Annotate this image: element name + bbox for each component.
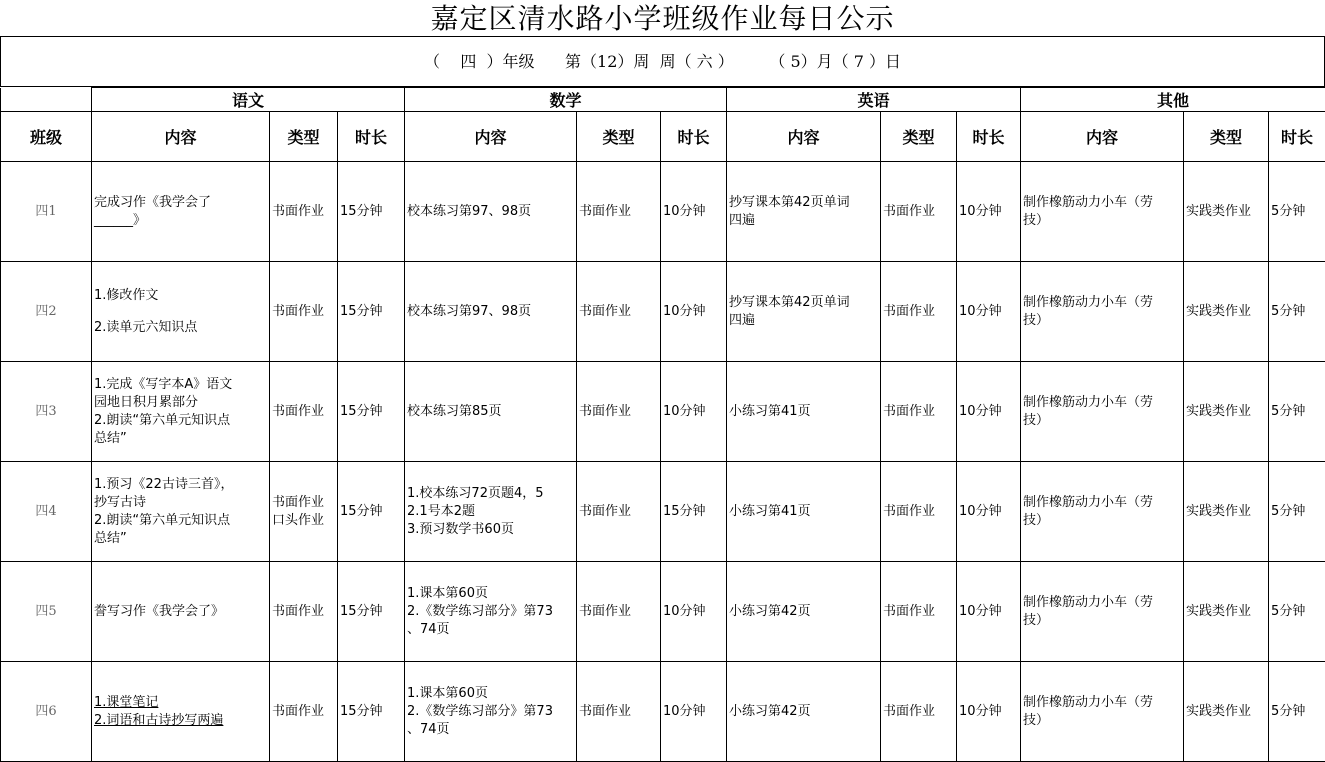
content-line: 抄写古诗 bbox=[94, 494, 147, 510]
content-line: 总结” bbox=[94, 530, 127, 546]
class-cell: 四6 bbox=[1, 662, 92, 762]
chinese-content-cell bbox=[92, 262, 270, 362]
math-content-cell bbox=[405, 462, 577, 562]
header-type: 类型 bbox=[270, 112, 338, 162]
math-type-cell bbox=[577, 662, 661, 762]
column-header-row bbox=[1, 112, 1325, 162]
math-content-cell bbox=[405, 662, 577, 762]
other-content-cell bbox=[1021, 462, 1184, 562]
corner-cell bbox=[1, 88, 92, 112]
other-duration-cell: 5分钟 bbox=[1269, 462, 1325, 562]
chinese-content-cell bbox=[92, 362, 270, 462]
english-duration-cell: 10分钟 bbox=[957, 362, 1021, 462]
content-line: 小练习第41页 bbox=[729, 503, 811, 519]
type-line: 书面作业 bbox=[579, 503, 632, 519]
math-content-cell bbox=[405, 162, 577, 262]
class-cell: 四5 bbox=[1, 562, 92, 662]
type-line: 书面作业 bbox=[579, 603, 632, 619]
other-type-cell bbox=[1184, 662, 1269, 762]
content-line: 制作橡筋动力小车（劳 bbox=[1023, 594, 1154, 610]
chinese-content-cell bbox=[92, 462, 270, 562]
type-line: 实践类作业 bbox=[1186, 703, 1252, 719]
header-duration: 时长 bbox=[338, 112, 405, 162]
english-content-cell bbox=[727, 662, 881, 762]
english-type-cell bbox=[881, 462, 957, 562]
type-line: 书面作业 bbox=[579, 303, 632, 319]
content-line: 1.修改作文 bbox=[94, 287, 159, 303]
chinese-content-cell bbox=[92, 662, 270, 762]
class-cell: 四4 bbox=[1, 462, 92, 562]
content-line: 誊写习作《我学会了》 bbox=[94, 603, 225, 619]
header-type: 类型 bbox=[577, 112, 661, 162]
type-line: 实践类作业 bbox=[1186, 503, 1252, 519]
header-type: 类型 bbox=[881, 112, 957, 162]
chinese-content-cell bbox=[92, 162, 270, 262]
content-line: 校本练习第97、98页 bbox=[407, 203, 532, 219]
other-duration-cell: 5分钟 bbox=[1269, 362, 1325, 462]
content-line: 制作橡筋动力小车（劳 bbox=[1023, 194, 1154, 210]
content-line: 2.1号本2题 bbox=[407, 503, 475, 519]
subject-math: 数学 bbox=[405, 88, 727, 112]
other-type-cell bbox=[1184, 462, 1269, 562]
other-type-cell bbox=[1184, 362, 1269, 462]
math-content-cell bbox=[405, 362, 577, 462]
date-line: （ 四 ）年级 第（12）周 周（ 六 ） （ 5）月（ 7 ）日 bbox=[0, 37, 1325, 87]
type-line: 实践类作业 bbox=[1186, 403, 1252, 419]
other-type-cell bbox=[1184, 162, 1269, 262]
chinese-type-cell bbox=[270, 262, 338, 362]
math-duration-cell: 10分钟 bbox=[661, 662, 727, 762]
header-duration: 时长 bbox=[1269, 112, 1325, 162]
type-line: 书面作业 bbox=[883, 203, 936, 219]
content-line: 1.预习《22古诗三首》， bbox=[94, 476, 234, 492]
math-content-cell bbox=[405, 262, 577, 362]
math-type-cell bbox=[577, 562, 661, 662]
type-line: 书面作业 bbox=[272, 203, 325, 219]
type-line: 书面作业 bbox=[272, 403, 325, 419]
content-line: 、74页 bbox=[407, 721, 450, 737]
content-line: 小练习第42页 bbox=[729, 603, 811, 619]
other-duration-cell: 5分钟 bbox=[1269, 562, 1325, 662]
content-line: 制作橡筋动力小车（劳 bbox=[1023, 294, 1154, 310]
header-content: 内容 bbox=[405, 112, 577, 162]
type-line: 书面作业 bbox=[272, 703, 325, 719]
type-line: 书面作业 bbox=[883, 503, 936, 519]
type-line: 实践类作业 bbox=[1186, 603, 1252, 619]
english-duration-cell: 10分钟 bbox=[957, 462, 1021, 562]
header-content: 内容 bbox=[92, 112, 270, 162]
content-line: 2.读单元六知识点 bbox=[94, 319, 198, 335]
math-duration-cell: 15分钟 bbox=[661, 462, 727, 562]
table-row bbox=[1, 262, 1325, 362]
other-type-cell bbox=[1184, 562, 1269, 662]
content-line: 小练习第42页 bbox=[729, 703, 811, 719]
header-class: 班级 bbox=[1, 112, 92, 162]
other-duration-cell: 5分钟 bbox=[1269, 662, 1325, 762]
english-content-cell bbox=[727, 362, 881, 462]
header-content: 内容 bbox=[1021, 112, 1184, 162]
content-line: 小练习第41页 bbox=[729, 403, 811, 419]
content-line: 1.校本练习72页题4，5 bbox=[407, 485, 544, 501]
content-line: 2.朗读“第六单元知识点 bbox=[94, 412, 231, 428]
english-duration-cell: 10分钟 bbox=[957, 662, 1021, 762]
english-duration-cell: 10分钟 bbox=[957, 262, 1021, 362]
page-title: 嘉定区清水路小学班级作业每日公示 bbox=[0, 0, 1325, 37]
type-line: 书面作业 bbox=[883, 703, 936, 719]
chinese-type-cell bbox=[270, 362, 338, 462]
other-content-cell bbox=[1021, 662, 1184, 762]
english-content-cell bbox=[727, 562, 881, 662]
content-line: 校本练习第97、98页 bbox=[407, 303, 532, 319]
content-line: 2.词语和古诗抄写两遍 bbox=[94, 712, 224, 728]
chinese-duration-cell: 15分钟 bbox=[338, 362, 405, 462]
type-line: 书面作业 bbox=[272, 603, 325, 619]
type-line: 书面作业 bbox=[883, 603, 936, 619]
table-body bbox=[1, 162, 1325, 762]
math-duration-cell: 10分钟 bbox=[661, 362, 727, 462]
math-type-cell bbox=[577, 462, 661, 562]
chinese-content-cell bbox=[92, 562, 270, 662]
chinese-type-cell bbox=[270, 162, 338, 262]
other-type-cell bbox=[1184, 262, 1269, 362]
type-line: 实践类作业 bbox=[1186, 303, 1252, 319]
content-line: 制作橡筋动力小车（劳 bbox=[1023, 494, 1154, 510]
english-duration-cell: 10分钟 bbox=[957, 162, 1021, 262]
header-duration: 时长 bbox=[661, 112, 727, 162]
chinese-duration-cell: 15分钟 bbox=[338, 462, 405, 562]
other-content-cell bbox=[1021, 362, 1184, 462]
table-row bbox=[1, 562, 1325, 662]
type-line: 书面作业 bbox=[579, 203, 632, 219]
english-type-cell bbox=[881, 562, 957, 662]
chinese-duration-cell: 15分钟 bbox=[338, 662, 405, 762]
content-line: 1.完成《写字本A》语文 bbox=[94, 376, 233, 392]
type-line: 书面作业 bbox=[883, 303, 936, 319]
chinese-type-cell bbox=[270, 462, 338, 562]
content-line: 3.预习数学书60页 bbox=[407, 521, 514, 537]
content-line: 抄写课本第42页单词 bbox=[729, 194, 850, 210]
chinese-duration-cell: 15分钟 bbox=[338, 262, 405, 362]
english-type-cell bbox=[881, 662, 957, 762]
math-duration-cell: 10分钟 bbox=[661, 262, 727, 362]
type-line: 书面作业 bbox=[883, 403, 936, 419]
table-row bbox=[1, 362, 1325, 462]
type-line: 书面作业 bbox=[272, 494, 325, 510]
other-content-cell bbox=[1021, 262, 1184, 362]
subject-header-row bbox=[1, 88, 1325, 112]
english-type-cell bbox=[881, 362, 957, 462]
header-type: 类型 bbox=[1184, 112, 1269, 162]
math-duration-cell: 10分钟 bbox=[661, 162, 727, 262]
content-line: 总结” bbox=[94, 430, 127, 446]
header-duration: 时长 bbox=[957, 112, 1021, 162]
other-content-cell bbox=[1021, 562, 1184, 662]
chinese-duration-cell: 15分钟 bbox=[338, 562, 405, 662]
content-line: 园地日积月累部分 bbox=[94, 394, 199, 410]
type-line: 书面作业 bbox=[579, 403, 632, 419]
english-content-cell bbox=[727, 462, 881, 562]
content-line: 、74页 bbox=[407, 621, 450, 637]
content-line: 1.课本第60页 bbox=[407, 585, 488, 601]
chinese-type-cell bbox=[270, 662, 338, 762]
type-line: 实践类作业 bbox=[1186, 203, 1252, 219]
content-line: 四遍 bbox=[729, 212, 756, 228]
math-type-cell bbox=[577, 162, 661, 262]
table-row bbox=[1, 662, 1325, 762]
content-line: 1.课堂笔记 bbox=[94, 694, 159, 710]
content-line: 完成习作《我学会了 bbox=[94, 194, 212, 210]
chinese-duration-cell: 15分钟 bbox=[338, 162, 405, 262]
subject-other: 其他 bbox=[1021, 88, 1325, 112]
class-cell: 四1 bbox=[1, 162, 92, 262]
other-duration-cell: 5分钟 bbox=[1269, 162, 1325, 262]
content-line: 技） bbox=[1023, 312, 1050, 328]
content-line: 技） bbox=[1023, 612, 1050, 628]
content-line: 2.《数学练习部分》第73 bbox=[407, 703, 553, 719]
math-type-cell bbox=[577, 262, 661, 362]
content-line: 抄写课本第42页单词 bbox=[729, 294, 850, 310]
content-line: 技） bbox=[1023, 512, 1050, 528]
table-row bbox=[1, 462, 1325, 562]
other-duration-cell: 5分钟 bbox=[1269, 262, 1325, 362]
content-line: 2.朗读“第六单元知识点 bbox=[94, 512, 231, 528]
chinese-type-cell bbox=[270, 562, 338, 662]
math-type-cell bbox=[577, 362, 661, 462]
english-type-cell bbox=[881, 262, 957, 362]
class-cell: 四2 bbox=[1, 262, 92, 362]
type-line: 书面作业 bbox=[579, 703, 632, 719]
content-line: 制作橡筋动力小车（劳 bbox=[1023, 694, 1154, 710]
content-line: 2.《数学练习部分》第73 bbox=[407, 603, 553, 619]
content-line: 1.课本第60页 bbox=[407, 685, 488, 701]
subject-english: 英语 bbox=[727, 88, 1021, 112]
math-content-cell bbox=[405, 562, 577, 662]
english-duration-cell: 10分钟 bbox=[957, 562, 1021, 662]
content-line: 制作橡筋动力小车（劳 bbox=[1023, 394, 1154, 410]
content-line: 技） bbox=[1023, 412, 1050, 428]
content-line: ______》 bbox=[94, 212, 147, 228]
other-content-cell bbox=[1021, 162, 1184, 262]
table-row bbox=[1, 162, 1325, 262]
english-type-cell bbox=[881, 162, 957, 262]
homework-table bbox=[0, 87, 1325, 762]
english-content-cell bbox=[727, 162, 881, 262]
type-line: 书面作业 bbox=[272, 303, 325, 319]
subject-chinese: 语文 bbox=[92, 88, 405, 112]
math-duration-cell: 10分钟 bbox=[661, 562, 727, 662]
class-cell: 四3 bbox=[1, 362, 92, 462]
header-content: 内容 bbox=[727, 112, 881, 162]
content-line: 技） bbox=[1023, 712, 1050, 728]
type-line: 口头作业 bbox=[272, 512, 325, 528]
content-line: 技） bbox=[1023, 212, 1050, 228]
content-line: 四遍 bbox=[729, 312, 756, 328]
english-content-cell bbox=[727, 262, 881, 362]
content-line: 校本练习第85页 bbox=[407, 403, 502, 419]
